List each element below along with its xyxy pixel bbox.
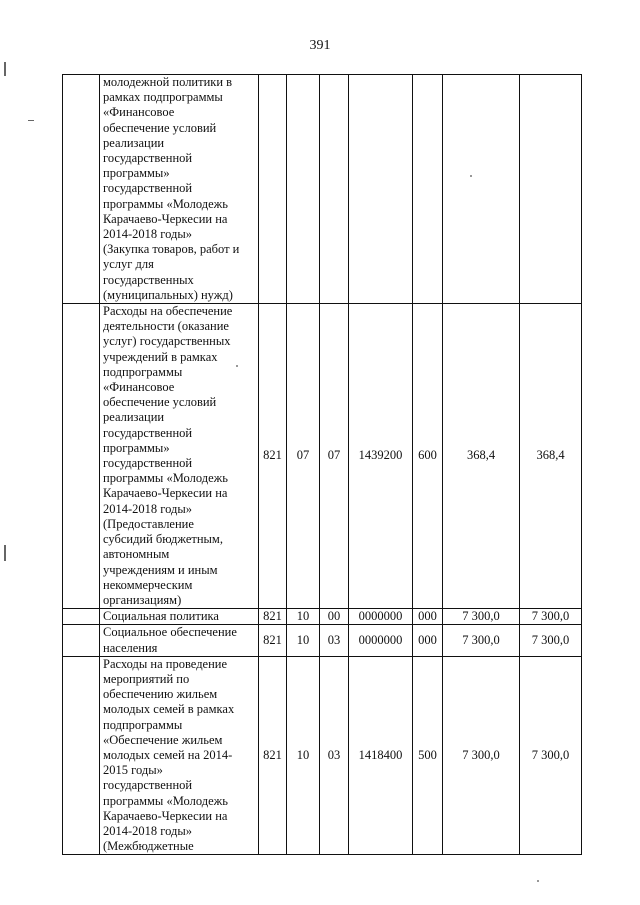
name-line: подпрограммы (103, 364, 183, 379)
name-line: (Закупка товаров, работ и (103, 242, 240, 257)
target-cell (349, 75, 413, 304)
scan-speck (537, 880, 539, 882)
amount-1-cell: 7 300,0 (443, 625, 520, 656)
name-line: рамках подпрограммы (103, 90, 223, 105)
name-line: молодых семей в рамках (103, 702, 235, 717)
expense-type-cell: 600 (413, 304, 443, 609)
table-row (63, 609, 582, 625)
name-line: «Финансовое (103, 105, 175, 120)
name-line: обеспечению жильем (103, 687, 218, 702)
name-line: автономным (103, 547, 170, 562)
target-cell: 0000000 (349, 609, 413, 625)
table-row (63, 304, 582, 609)
name-line: населения (103, 640, 158, 655)
target-cell: 1418400 (349, 656, 413, 855)
name-line: Карачаево-Черкесии на (103, 486, 228, 501)
name-line: Расходы на обеспечение (103, 304, 233, 319)
name-cell (100, 304, 259, 609)
subsection-cell: 03 (320, 625, 349, 656)
name-line: Социальная политика (103, 609, 219, 624)
ministry-cell: 821 (259, 625, 287, 656)
name-cell (100, 625, 259, 656)
name-line: реализации (103, 410, 165, 425)
name-line: обеспечение условий (103, 395, 217, 410)
name-line: программы «Молодежь (103, 196, 228, 211)
ministry-cell: 821 (259, 304, 287, 609)
name-line: субсидий бюджетным, (103, 532, 223, 547)
margin-mark (4, 62, 6, 76)
index-cell (63, 609, 100, 625)
name-line: государственных (103, 272, 194, 287)
subsection-cell: 07 (320, 304, 349, 609)
table-row (63, 75, 582, 304)
ministry-cell: 821 (259, 609, 287, 625)
expense-type-cell: 000 (413, 625, 443, 656)
target-cell: 1439200 (349, 304, 413, 609)
name-cell (100, 609, 259, 625)
amount-2-cell (520, 75, 582, 304)
index-cell (63, 625, 100, 656)
subsection-cell: 03 (320, 656, 349, 855)
name-line: (муниципальных) нужд) (103, 287, 233, 302)
name-line: Расходы на проведение (103, 656, 228, 671)
index-cell (63, 75, 100, 304)
subsection-cell (320, 75, 349, 304)
name-line: государственной (103, 181, 193, 196)
name-line: программы «Молодежь (103, 471, 228, 486)
margin-mark (4, 545, 6, 561)
index-cell (63, 304, 100, 609)
expense-type-cell (413, 75, 443, 304)
amount-2-cell: 7 300,0 (520, 625, 582, 656)
name-line: подпрограммы (103, 717, 183, 732)
amount-1-cell: 7 300,0 (443, 609, 520, 625)
ministry-cell: 821 (259, 656, 287, 855)
name-line: программы «Молодежь (103, 793, 228, 808)
name-line: 2014-2018 годы» (103, 823, 193, 838)
name-line: 2014-2018 годы» (103, 501, 193, 516)
section-cell: 10 (287, 625, 320, 656)
name-line: услуг для (103, 257, 154, 272)
amount-1-cell: 7 300,0 (443, 656, 520, 855)
name-cell (100, 656, 259, 855)
name-line: учреждений в рамках (103, 349, 218, 364)
name-line: молодых семей на 2014- (103, 747, 233, 762)
amount-2-cell: 7 300,0 (520, 656, 582, 855)
name-line: Социальное обеспечение (103, 625, 237, 640)
page-number: 391 (309, 38, 331, 53)
name-line: 2015 годы» (103, 763, 163, 778)
name-line: 2014-2018 годы» (103, 227, 193, 242)
name-line: учреждениям и иным (103, 562, 218, 577)
name-line: «Финансовое (103, 380, 175, 395)
name-line: «Обеспечение жильем (103, 732, 223, 747)
name-line: государственной (103, 778, 193, 793)
name-line: деятельности (оказание (103, 319, 229, 334)
table-row (63, 656, 582, 855)
name-line: реализации (103, 135, 165, 150)
name-line: (Предоставление (103, 516, 194, 531)
name-line: (Межбюджетные (103, 839, 194, 854)
amount-2-cell: 368,4 (520, 304, 582, 609)
name-line: Карачаево-Черкесии на (103, 808, 228, 823)
target-cell: 0000000 (349, 625, 413, 656)
name-line: мероприятий по (103, 671, 190, 686)
name-line: государственной (103, 456, 193, 471)
name-line: программы» (103, 166, 170, 181)
subsection-cell: 00 (320, 609, 349, 625)
ministry-cell (259, 75, 287, 304)
name-line: государственной (103, 151, 193, 166)
budget-table (62, 74, 582, 855)
name-cell (100, 75, 259, 304)
section-cell (287, 75, 320, 304)
name-line: программы» (103, 440, 170, 455)
name-line: организациям) (103, 592, 182, 607)
name-line: молодежной политики в (103, 75, 233, 89)
margin-mark (28, 120, 34, 121)
amount-1-cell: 368,4 (443, 304, 520, 609)
section-cell: 10 (287, 609, 320, 625)
expense-type-cell: 000 (413, 609, 443, 625)
section-cell: 07 (287, 304, 320, 609)
expense-type-cell: 500 (413, 656, 443, 855)
section-cell: 10 (287, 656, 320, 855)
name-line: обеспечение условий (103, 120, 217, 135)
amount-2-cell: 7 300,0 (520, 609, 582, 625)
index-cell (63, 656, 100, 855)
name-line: Карачаево-Черкесии на (103, 211, 228, 226)
table-row (63, 625, 582, 656)
name-line: некоммерческим (103, 577, 193, 592)
amount-1-cell (443, 75, 520, 304)
name-line: государственной (103, 425, 193, 440)
name-line: услуг) государственных (103, 334, 231, 349)
